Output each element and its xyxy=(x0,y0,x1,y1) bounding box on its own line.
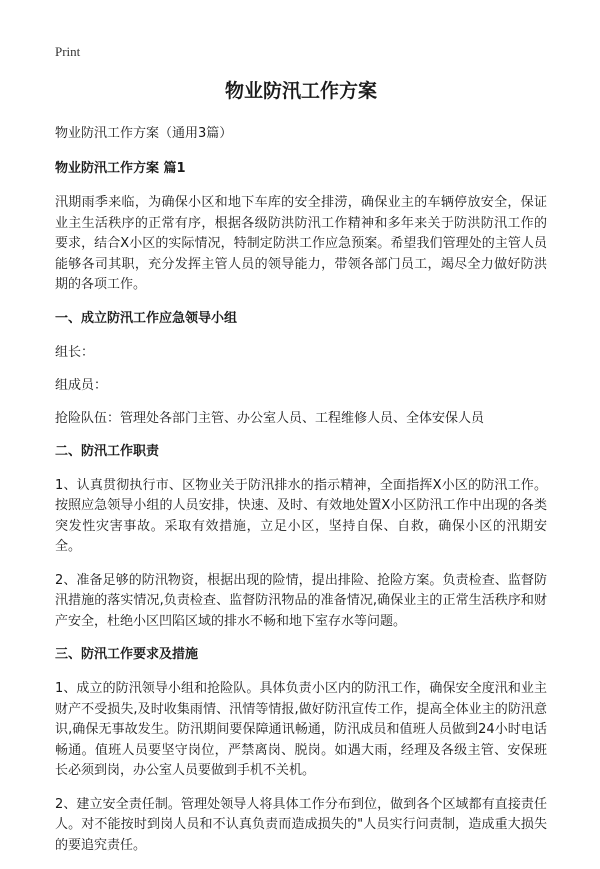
leader-line: 组长： xyxy=(55,344,95,360)
document-body xyxy=(55,78,547,869)
section3-paragraph-2: 2、建立安全责任制。管理处领导人将具体工作分布到位，做到各个区域都有直接责任人。对不能按时到岗人员和不认真负责而造成损失的"人员实行问责制，造成重大损失的要追究责任。 xyxy=(55,796,547,853)
rescue-team-line: 抢险队伍：管理处各部门主管、办公室人员、工程维修人员、全体安保人员 xyxy=(55,410,485,426)
section2-paragraph-2: 2、准备足够的防汛物资，根据出现的险情，提出排险、抢险方案。负责检查、监督防汛措施的落实情况,负责检查、监督防汛物品的准备情况,确保业主的正常生活秩序和财产安全，杜绝小区凹陷区域的排水不畅和地下室存水等问题。 xyxy=(55,572,547,629)
intro-paragraph: 汛期雨季来临，为确保小区和地下车库的安全排涝，确保业主的车辆停放安全，保证业主生活秩序的正常有序，根据各级防洪防汛工作精神和多年来关于防洪防汛工作的要求，结合X小区的实际情况，特制定防洪工作应急预案。希望我们管理处的主管人员能够各司其职，充分发挥主管人员的领导能力，带领各部门员工，竭尽全力做好防洪期的各项工作。 xyxy=(55,195,547,292)
document-title: 物业防汛工作方案 xyxy=(224,80,377,102)
print-link[interactable]: Print xyxy=(55,44,81,59)
section3-paragraph-1: 1、成立的防汛领导小组和抢险队。具体负责小区内的防汛工作，确保安全度汛和业主财产不受损失,及时收集雨情、汛情等情报,做好防汛宣传工作，提高全体业主的防汛意识,确保无事故发生。防汛期间要保障通讯畅通，防汛成员和值班人员做到24小时电话畅通。值班人员要坚守岗位，严禁离岗、脱岗。如遇大雨，经理及各级主管、安保班长必须到岗，办公室人员要做到手机不关机。 xyxy=(55,681,547,778)
section2-paragraph-1: 1、认真贯彻执行市、区物业关于防汛排水的指示精神，全面指挥X小区的防汛工作。按照应急领导小组的人员安排，快速、及时、有效地处置X小区防汛工作中出现的各类突发性灾害事故。采取有效措施，立足小区，坚持自保、自救，确保小区的汛期安全。 xyxy=(55,477,547,554)
document-subtitle: 物业防汛工作方案（通用3篇） xyxy=(55,126,233,141)
members-line: 组成员： xyxy=(55,377,108,393)
article-heading: 物业防汛工作方案 篇1 xyxy=(55,161,186,176)
section3-heading: 三、防汛工作要求及措施 xyxy=(55,647,199,662)
section2-heading: 二、防汛工作职责 xyxy=(55,443,160,459)
section1-heading: 一、成立防汛工作应急领导小组 xyxy=(55,310,238,326)
